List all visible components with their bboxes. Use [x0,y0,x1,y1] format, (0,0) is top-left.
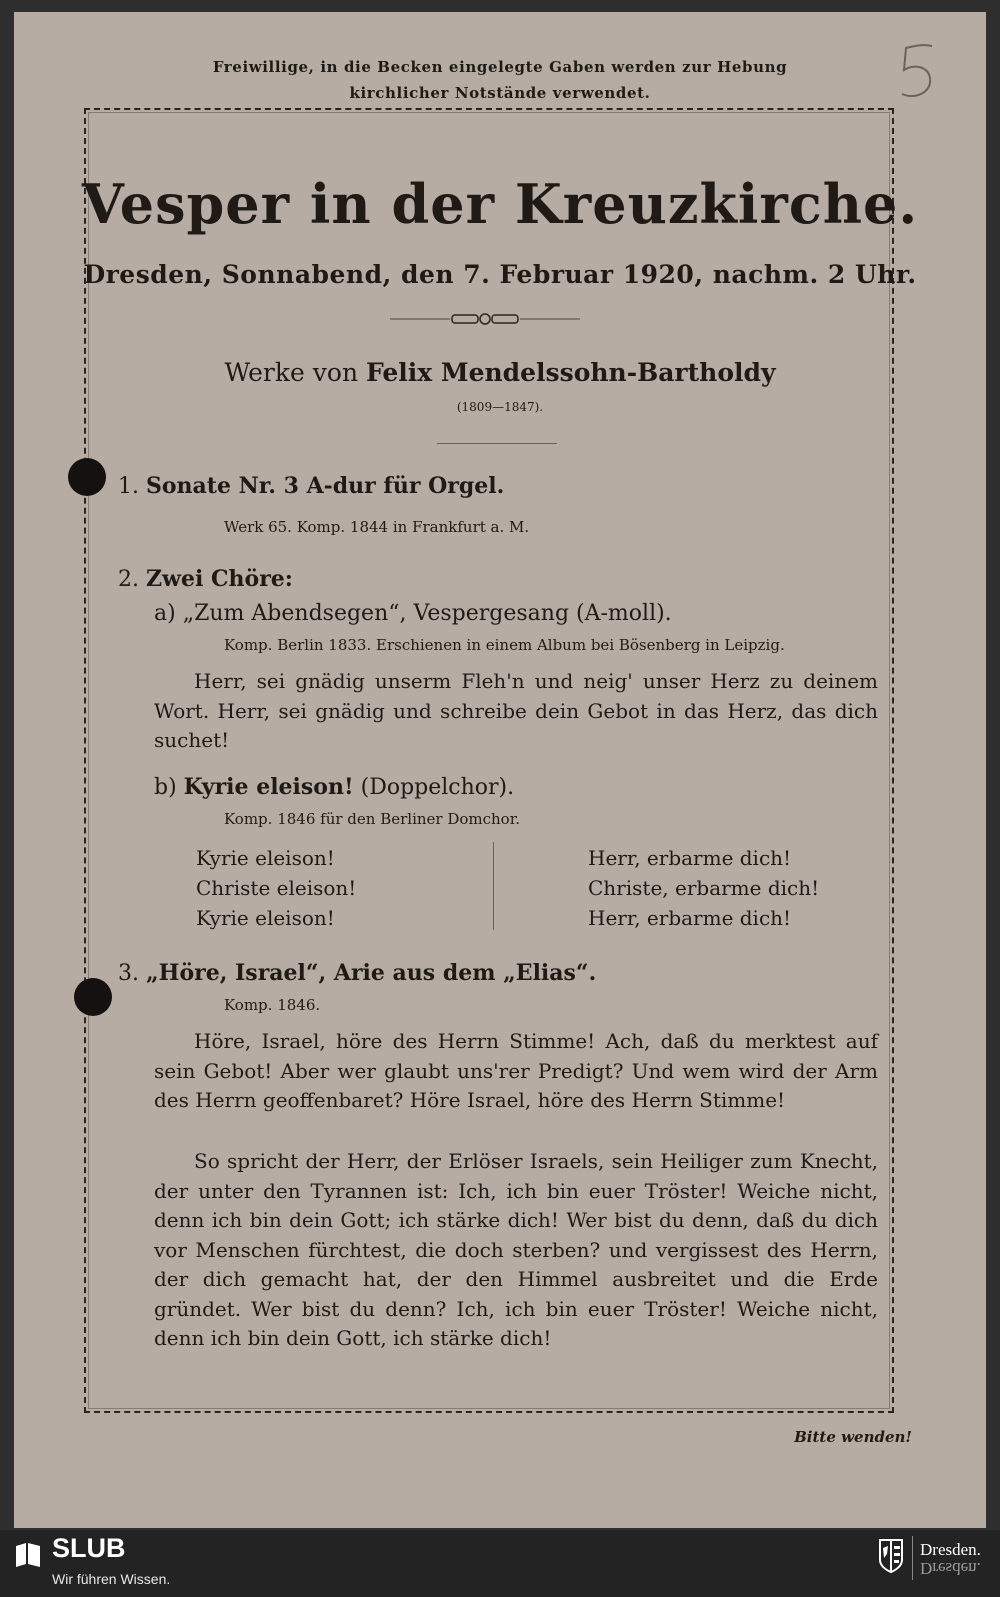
kyrie-latin-2: Christe eleison! [196,876,357,900]
program-date: Dresden, Sonnabend, den 7. Februar 1920, nachm. 2 Uhr. [83,260,917,289]
item-2b [154,774,514,800]
item-number: 2. [118,567,139,592]
item-2a-text: Herr, sei gnädig unserm Fleh'n und neig' unser Herz zu deinem Wort. Herr, sei gnädig und schreibe dein Gebot in das Herz, das dich suchet! [154,669,878,752]
section-rule [437,443,557,444]
turn-over-note: Bitte wenden! [794,1428,912,1446]
item-3-note: Komp. 1846. [224,996,321,1014]
works-prefix: Werke von [224,358,367,387]
item-2 [118,566,293,592]
item-1 [118,473,504,499]
subitem-label: b) [154,775,177,800]
item-2a-note: Komp. Berlin 1833. Erschienen in einem Album bei Bösenberg in Leipzig. [224,636,785,654]
item-title: „Höre, Israel“, Arie aus dem „Elias“. [146,960,597,986]
item-1-note: Werk 65. Komp. 1844 in Frankfurt a. M. [224,518,530,536]
item-2a [154,601,672,626]
item-title: Sonate Nr. 3 A-dur für Orgel. [146,473,505,499]
item-3-para-1: Höre, Israel, höre des Herrn Stimme! Ach, daß du merktest auf sein Gebot! Aber wer glaubt uns'rer Predigt? Und wem wird der Arm des Herrn geoffenbaret? Höre Israel, höre des Herrn Stimme! [154,1029,878,1112]
program-title: Vesper in der Kreuzkirche. [81,172,919,236]
kyrie-german-2: Christe, erbarme dich! [588,876,820,900]
works-heading [0,358,1000,387]
slub-tagline: Wir führen Wissen. [52,1571,171,1587]
notice-line-2: kirchlicher Notstände verwendet. [349,84,651,102]
kyrie-latin-3: Kyrie eleison! [196,906,335,930]
footer-divider [912,1536,913,1580]
slub-logo-text[interactable]: SLUB [52,1533,126,1563]
item-number: 3. [118,961,139,986]
item-3 [118,960,596,986]
item-2b-note: Komp. 1846 für den Berliner Domchor. [224,810,521,828]
kyrie-german-3: Herr, erbarme dich! [588,906,792,930]
item-number: 1. [118,474,139,499]
kyrie-german-1: Herr, erbarme dich! [588,846,792,870]
subitem-title-bold: Kyrie eleison! [183,774,354,800]
composer-years: (1809—1847). [456,400,544,414]
notice-line-1: Freiwillige, in die Becken eingelegte Gaben werden zur Hebung [212,58,788,76]
footer-bar [0,1530,1000,1597]
dresden-crest-icon [878,1538,904,1574]
dresden-logo-text[interactable]: Dresden. [920,1540,981,1559]
subitem-title: „Zum Abendsegen“, Vespergesang (A-moll). [182,601,672,626]
donation-notice [0,54,1000,106]
dresden-logo-mirror: Dresden. [920,1559,981,1578]
subitem-title-rest: (Doppelchor). [353,775,515,800]
ornament-divider [390,310,580,328]
item-title: Zwei Chöre: [146,566,293,592]
kyrie-latin-1: Kyrie eleison! [196,846,335,870]
column-divider [493,842,494,930]
punch-hole [74,978,112,1016]
slub-book-icon[interactable] [14,1540,42,1568]
punch-hole [68,458,106,496]
item-3-para-2: So spricht der Herr, der Erlöser Israels, sein Heiliger zum Knecht, der unter den Tyrannen ist: Ich, ich bin euer Tröster! Weiche nicht, denn ich bin dein Gott; ich stärke dich! Wer bist du denn, daß du dich vor Menschen fürchtest, die doch sterben? und vergissest des Herrn, der dich gemacht hat, der den Himmel ausbreitet und die Erde gründet. Wer bist du denn? Ich, ich bin euer Tröster! Weiche nicht, denn ich bin dein Gott, ich stärke dich! [154,1149,878,1350]
subitem-label: a) [154,601,176,626]
composer-name: Felix Mendelssohn-Bartholdy [366,358,776,387]
